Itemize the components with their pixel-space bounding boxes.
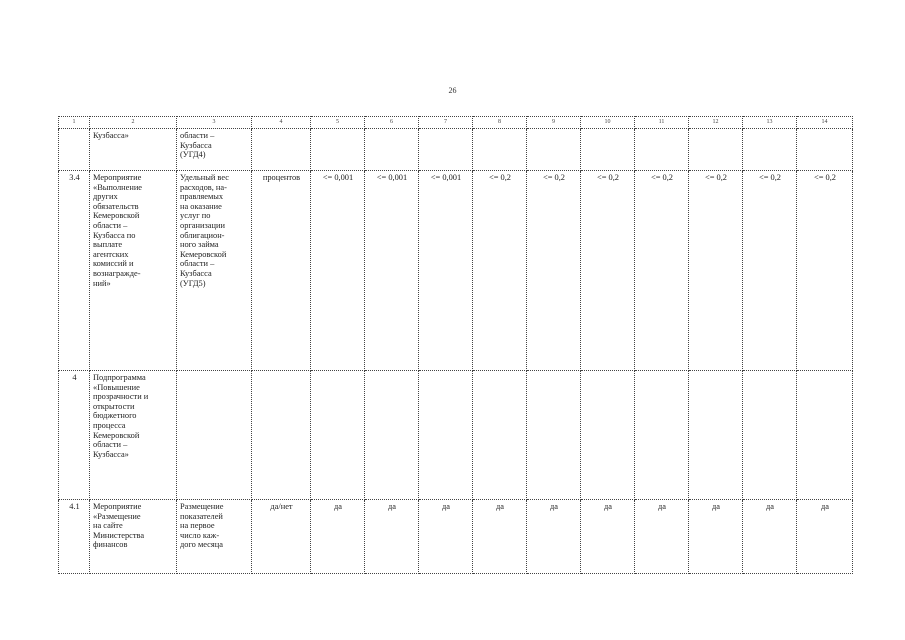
table-cell (527, 129, 581, 171)
page-number: 26 (448, 86, 457, 95)
indicators-table (58, 116, 853, 574)
table-cell (252, 129, 311, 171)
table-cell (419, 129, 473, 171)
table-cell: Удельный вес расходов, на- правляемых на оказание услуг по организации облигацион- ного займа Кемеровской области – Кузбасса (УГД5) (177, 171, 252, 371)
table-cell (419, 371, 473, 500)
table-cell: <= 0,001 (419, 171, 473, 371)
column-header: 8 (473, 117, 527, 129)
table-cell: да (365, 500, 419, 574)
column-header: 10 (581, 117, 635, 129)
table-cell (473, 129, 527, 171)
table-cell (743, 371, 797, 500)
table-cell: области – Кузбасса (УГД4) (177, 129, 252, 171)
table-cell: <= 0,2 (797, 171, 853, 371)
table-cell: да (689, 500, 743, 574)
table-cell: 4.1 (59, 500, 90, 574)
column-header: 3 (177, 117, 252, 129)
table-cell: <= 0,2 (581, 171, 635, 371)
table-row (59, 129, 853, 171)
table-cell: 4 (59, 371, 90, 500)
table-row (59, 171, 853, 371)
table-cell: да (527, 500, 581, 574)
table-cell: да (635, 500, 689, 574)
table-cell: <= 0,2 (635, 171, 689, 371)
table-cell: да (743, 500, 797, 574)
table-cell (365, 129, 419, 171)
table-cell: Мероприятие «Размещение на сайте Министерства финансов (90, 500, 177, 574)
table-cell: процентов (252, 171, 311, 371)
table-cell (635, 129, 689, 171)
column-header: 6 (365, 117, 419, 129)
table-cell: да/нет (252, 500, 311, 574)
table-cell: <= 0,2 (473, 171, 527, 371)
table-cell: <= 0,2 (743, 171, 797, 371)
column-header: 13 (743, 117, 797, 129)
column-header: 5 (311, 117, 365, 129)
table-cell: <= 0,2 (527, 171, 581, 371)
table-cell (252, 371, 311, 500)
column-header: 2 (90, 117, 177, 129)
table-cell: да (581, 500, 635, 574)
table-cell (59, 129, 90, 171)
column-header: 14 (797, 117, 853, 129)
table-cell: да (797, 500, 853, 574)
table-cell: Мероприятие «Выполнение других обязательств Кемеровской области – Кузбасса по выплате агентских комиссий и вознагражде- ний» (90, 171, 177, 371)
table-cell (743, 129, 797, 171)
table-cell: да (419, 500, 473, 574)
table-cell (797, 371, 853, 500)
table-cell (581, 371, 635, 500)
table-cell (635, 371, 689, 500)
column-number-row (59, 117, 853, 129)
table-cell: Кузбасса» (90, 129, 177, 171)
table-cell: 3.4 (59, 171, 90, 371)
column-header: 1 (59, 117, 90, 129)
table-cell: <= 0,2 (689, 171, 743, 371)
table-row (59, 500, 853, 574)
column-header: 12 (689, 117, 743, 129)
column-header: 4 (252, 117, 311, 129)
column-header: 7 (419, 117, 473, 129)
table-cell (527, 371, 581, 500)
table-cell (177, 371, 252, 500)
table-cell: <= 0,001 (365, 171, 419, 371)
table-cell (581, 129, 635, 171)
table-row (59, 371, 853, 500)
column-header: 9 (527, 117, 581, 129)
table-cell (797, 129, 853, 171)
table-cell (473, 371, 527, 500)
table-cell: да (311, 500, 365, 574)
table-cell: Размещение показателей на первое число каж- дого месяца (177, 500, 252, 574)
table-cell (365, 371, 419, 500)
table-cell: <= 0,001 (311, 171, 365, 371)
table-cell (689, 129, 743, 171)
table-cell (311, 129, 365, 171)
table-cell (689, 371, 743, 500)
table-cell: Подпрограмма «Повышение прозрачности и открытости бюджетного процесса Кемеровской области – Кузбасса» (90, 371, 177, 500)
table-cell (311, 371, 365, 500)
column-header: 11 (635, 117, 689, 129)
table-cell: да (473, 500, 527, 574)
